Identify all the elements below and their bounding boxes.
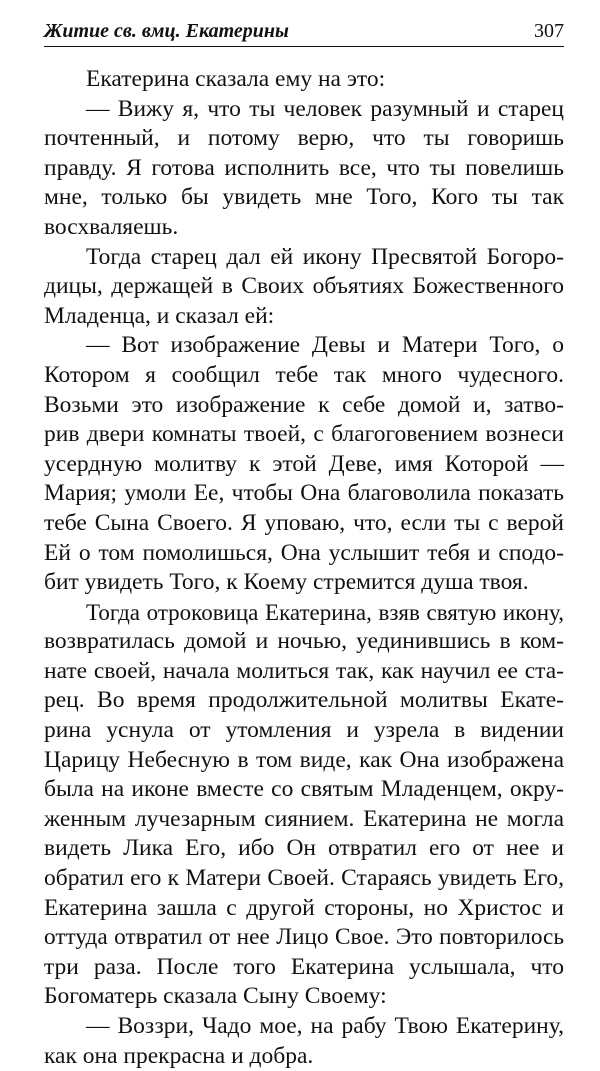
- page-header: [44, 16, 564, 47]
- text-line: оттуда отвратил от нее Лицо Свое. Это повторилось: [44, 924, 564, 951]
- text-line: рина уснула от утомления и узрела в видении: [44, 717, 564, 744]
- text-line: три раза. После того Екатерина услышала, что: [44, 953, 564, 980]
- text-line: была на иконе вместе со святым Младенцем, окру-: [44, 776, 564, 803]
- text-line: Екатерина сказала ему на это:: [86, 66, 386, 92]
- text-line: Екатерина зашла с другой стороны, но Христос и: [44, 894, 564, 921]
- text-line: дицы, держащей в Своих объятиях Божественного: [44, 273, 564, 300]
- text-line: восхваляешь.: [44, 213, 179, 240]
- text-line: усердную молитву к этой Деве, имя Которой —: [44, 450, 564, 477]
- text-line: Котором я сообщил тебе так много чудесного.: [44, 361, 564, 388]
- text-line: рец. Во время продолжительной молитвы Екате-: [44, 687, 564, 714]
- text-line: Возьми это изображение к себе домой и, затво-: [44, 391, 564, 418]
- text-line: Тогда старец дал ей икону Пресвятой Богоро-: [86, 243, 564, 270]
- text-line: женным лучезарным сиянием. Екатерина не могла: [44, 805, 564, 832]
- text-line: тебе Сына Своего. Я уповаю, что, если ты с верой: [44, 509, 564, 536]
- text-line: обратил его к Матери Своей. Стараясь увидеть Его,: [44, 865, 564, 892]
- text-line: — Вот изображение Девы и Матери Того, о: [86, 332, 564, 359]
- book-page: [44, 16, 564, 1069]
- running-title: Житие св. вмц. Екатерины: [44, 20, 289, 42]
- text-line: возвратилась домой и ночью, уединившись в ком-: [44, 628, 564, 655]
- text-line: Тогда отроковица Екатерина, взяв святую икону,: [86, 598, 564, 625]
- page-number: 307: [534, 20, 564, 42]
- text-line: видеть Лика Его, ибо Он отвратил его от нее и: [44, 835, 564, 862]
- text-line: — Вижу я, что ты человек разумный и старец: [86, 95, 564, 122]
- text-line: бит увидеть Того, к Коему стремится душа твоя.: [44, 569, 529, 596]
- text-line: — Воззри, Чадо мое, на рабу Твою Екатерину,: [86, 1013, 564, 1039]
- text-line: мне, только бы увидеть мне Того, Кого ты так: [44, 184, 564, 211]
- text-line: почтенный, и потому верю, что ты говоришь: [44, 125, 564, 152]
- text-line: Младенца, и сказал ей:: [44, 302, 275, 329]
- text-line: Ей о том помолишься, Она услышит тебя и сподо-: [44, 539, 564, 566]
- text-line: Мария; умоли Ее, чтобы Она благоволила показать: [44, 480, 564, 507]
- body-text: [44, 65, 564, 1071]
- text-line: Царицу Небесную в том виде, как Она изображена: [44, 746, 564, 773]
- text-line: Богоматерь сказала Сыну Своему:: [44, 983, 387, 1010]
- text-line: правду. Я готова исполнить все, что ты повелишь: [44, 154, 564, 181]
- text-line: как она прекрасна и добра.: [44, 1042, 314, 1069]
- text-line: рив двери комнаты твоей, с благоговением вознеси: [44, 421, 564, 448]
- text-line: нате своей, начала молиться так, как научил ее ста-: [44, 657, 564, 684]
